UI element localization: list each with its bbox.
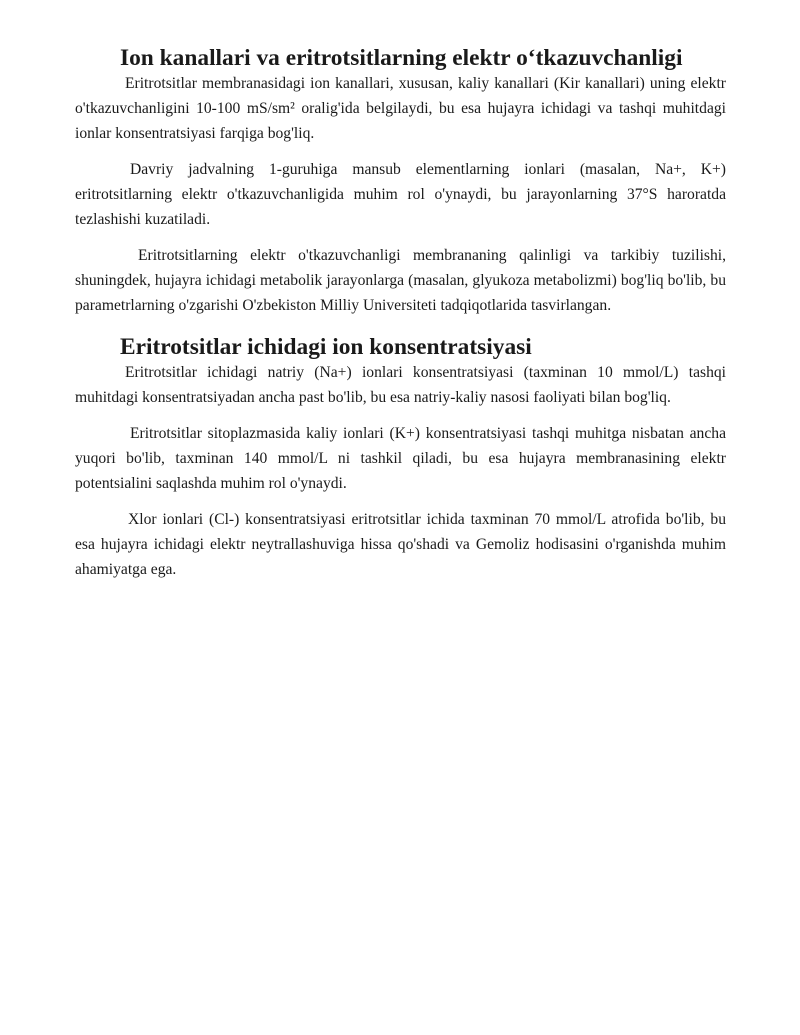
section-heading-ion-channels: Ion kanallari va eritrotsitlarning elektr o‘tkazuvchanligi <box>120 45 683 71</box>
paragraph-ion-concentration-1: Eritrotsitlar ichidagi natriy (Na+) ionlari konsentratsiyasi (taxminan 10 mmol/L) tashqi muhitdagi konsentratsiyadan ancha past bo'lib, bu esa natriy-kaliy nasosi faoliyati bilan bog'liq. <box>75 364 726 406</box>
paragraph-spacer <box>75 496 726 507</box>
paragraph-ion-channels-1: Eritrotsitlar membranasidagi ion kanallari, xususan, kaliy kanallari (Kir kanallari) uning elektr o'tkazuvchanligini 10-100 mS/sm² oralig'ida belgilaydi, bu esa hujayra ichidagi va tashqi muhitdagi ionlar konsentratsiyasi farqiga bog'liq. <box>75 75 726 142</box>
paragraph-ion-channels-2: Davriy jadvalning 1-guruhiga mansub elementlarning ionlari (masalan, Na+, K+) eritrotsitlarning elektr o'tkazuvchanligida muhim rol o'ynaydi, bu jarayonlarning 37°S haroratda tezlashishi kuzatiladi. <box>75 161 726 228</box>
paragraph-ion-concentration-3: Xlor ionlari (Cl-) konsentratsiyasi eritrotsitlar ichida taxminan 70 mmol/L atrofida bo'lib, bu esa hujayra ichidagi elektr neytrallashuviga hissa qo'shadi va Gemoliz hodisasini o'rganishda muhim ahamiyatga ega. <box>75 511 726 578</box>
paragraph-ion-concentration-2: Eritrotsitlar sitoplazmasida kaliy ionlari (K+) konsentratsiyasi tashqi muhitga nisbatan ancha yuqori bo'lib, taxminan 140 mmol/L ni tashkil qiladi, bu esa hujayra membranasining elektr potentsialini saqlashda muhim rol o'ynaydi. <box>75 425 726 492</box>
section-heading-ion-concentration: Eritrotsitlar ichidagi ion konsentratsiyasi <box>120 334 532 360</box>
paragraph-spacer <box>75 146 726 157</box>
paragraph-spacer <box>75 232 726 243</box>
paragraph-ion-channels-3: Eritrotsitlarning elektr o'tkazuvchanligi membrananing qalinligi va tarkibiy tuzilishi, shuningdek, hujayra ichidagi metabolik jarayonlarga (masalan, glyukoza metabolizmi) bog'liq bo'lib, bu parametrlarning o'zgarishi O'zbekiston Milliy Universiteti tadqiqotlarida tasvirlangan. <box>75 247 726 314</box>
section-spacer <box>75 318 726 335</box>
paragraph-spacer <box>75 410 726 421</box>
document-page <box>75 46 726 582</box>
